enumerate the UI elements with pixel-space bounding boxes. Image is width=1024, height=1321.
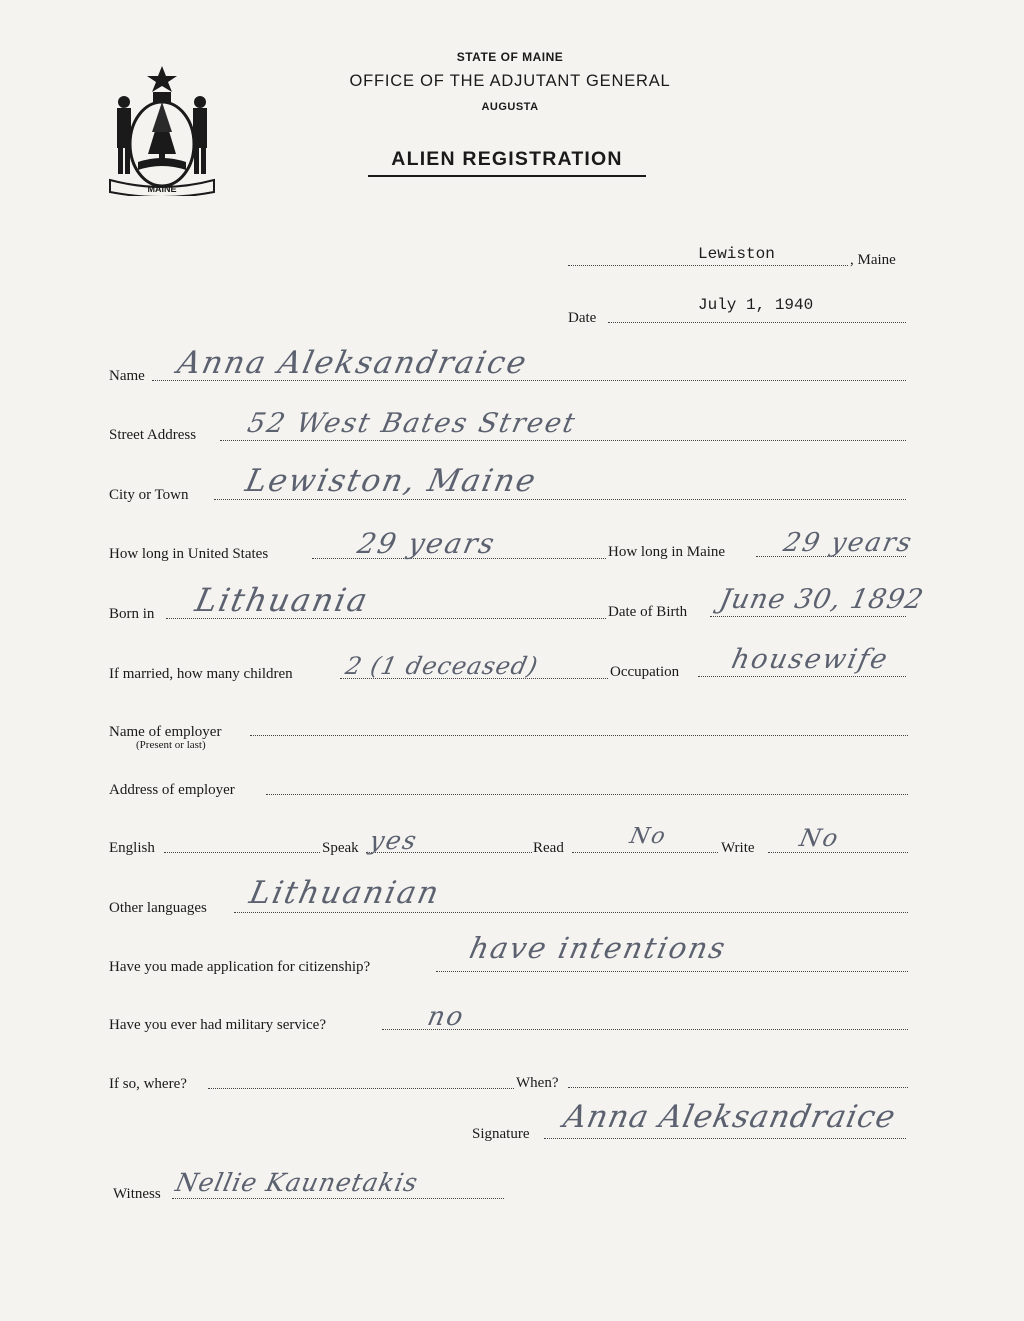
other-languages-line bbox=[234, 912, 908, 913]
location-suffix: , Maine bbox=[850, 252, 896, 268]
street-address-label: Street Address bbox=[109, 427, 197, 443]
citizenship-value: have intentions bbox=[466, 931, 730, 965]
employer-address-label: Address of employer bbox=[109, 782, 235, 798]
date-of-birth-label: Date of Birth bbox=[608, 604, 688, 620]
name-label: Name bbox=[109, 368, 145, 384]
children-label: If married, how many children bbox=[109, 666, 293, 682]
witness-line bbox=[172, 1198, 504, 1199]
date-line bbox=[608, 322, 906, 323]
other-languages-value: Lithuanian bbox=[246, 875, 444, 911]
occupation-line bbox=[698, 676, 906, 677]
military-value: no bbox=[424, 1002, 468, 1032]
where-line bbox=[208, 1088, 514, 1089]
employer-name-label: Name of employer bbox=[109, 724, 222, 740]
how-long-maine-label: How long in Maine bbox=[608, 544, 726, 560]
location-line bbox=[568, 265, 848, 266]
employer-address-line bbox=[266, 794, 908, 795]
children-value: 2 (1 deceased) bbox=[343, 652, 541, 680]
other-languages-label: Other languages bbox=[109, 900, 207, 916]
how-long-us-label: How long in United States bbox=[109, 546, 269, 562]
when-label: When? bbox=[516, 1075, 559, 1091]
speak-label: Speak bbox=[322, 840, 359, 856]
where-label: If so, where? bbox=[109, 1076, 187, 1092]
citizenship-line bbox=[436, 971, 908, 972]
witness-label: Witness bbox=[113, 1186, 161, 1202]
signature-value: Anna Aleksandraice bbox=[560, 1099, 900, 1135]
read-label: Read bbox=[533, 840, 564, 856]
header-state: STATE OF MAINE bbox=[456, 50, 564, 64]
born-in-value: Lithuania bbox=[191, 581, 373, 619]
military-label: Have you ever had military service? bbox=[109, 1017, 326, 1033]
date-value: July 1, 1940 bbox=[698, 296, 814, 314]
how-long-maine-value: 29 years bbox=[780, 528, 916, 558]
read-line bbox=[572, 852, 718, 853]
witness-value: Nellie Kaunetakis bbox=[172, 1168, 421, 1197]
seal-banner-text: MAINE bbox=[147, 184, 177, 194]
maine-state-seal-icon bbox=[104, 62, 220, 196]
write-value: No bbox=[797, 824, 843, 852]
form-title: ALIEN REGISTRATION bbox=[368, 148, 646, 177]
date-of-birth-line bbox=[710, 616, 906, 617]
born-in-label: Born in bbox=[109, 606, 155, 622]
how-long-us-value: 29 years bbox=[354, 527, 499, 560]
location-value: Lewiston bbox=[698, 245, 775, 263]
occupation-value: housewife bbox=[728, 644, 892, 675]
occupation-label: Occupation bbox=[610, 664, 680, 680]
signature-label: Signature bbox=[472, 1126, 530, 1142]
date-label: Date bbox=[568, 310, 597, 326]
write-label: Write bbox=[721, 840, 755, 856]
read-value: No bbox=[627, 824, 670, 849]
write-line bbox=[768, 852, 908, 853]
speak-value: yes bbox=[366, 826, 421, 855]
header-office: OFFICE OF THE ADJUTANT GENERAL bbox=[349, 72, 671, 90]
signature-line bbox=[544, 1138, 906, 1139]
city-line bbox=[214, 499, 906, 500]
date-of-birth-value: June 30, 1892 bbox=[716, 584, 927, 615]
when-line bbox=[568, 1087, 908, 1088]
employer-name-line bbox=[250, 735, 908, 736]
english-line bbox=[164, 852, 320, 853]
citizenship-label: Have you made application for citizenship? bbox=[109, 959, 371, 975]
street-address-value: 52 West Bates Street bbox=[244, 408, 580, 439]
name-value: Anna Aleksandraice bbox=[174, 345, 532, 381]
street-address-line bbox=[220, 440, 906, 441]
english-label: English bbox=[109, 840, 155, 856]
employer-name-sublabel: (Present or last) bbox=[136, 739, 206, 751]
city-label: City or Town bbox=[109, 487, 189, 503]
city-value: Lewiston, Maine bbox=[242, 463, 541, 499]
header-city: AUGUSTA bbox=[481, 101, 539, 113]
